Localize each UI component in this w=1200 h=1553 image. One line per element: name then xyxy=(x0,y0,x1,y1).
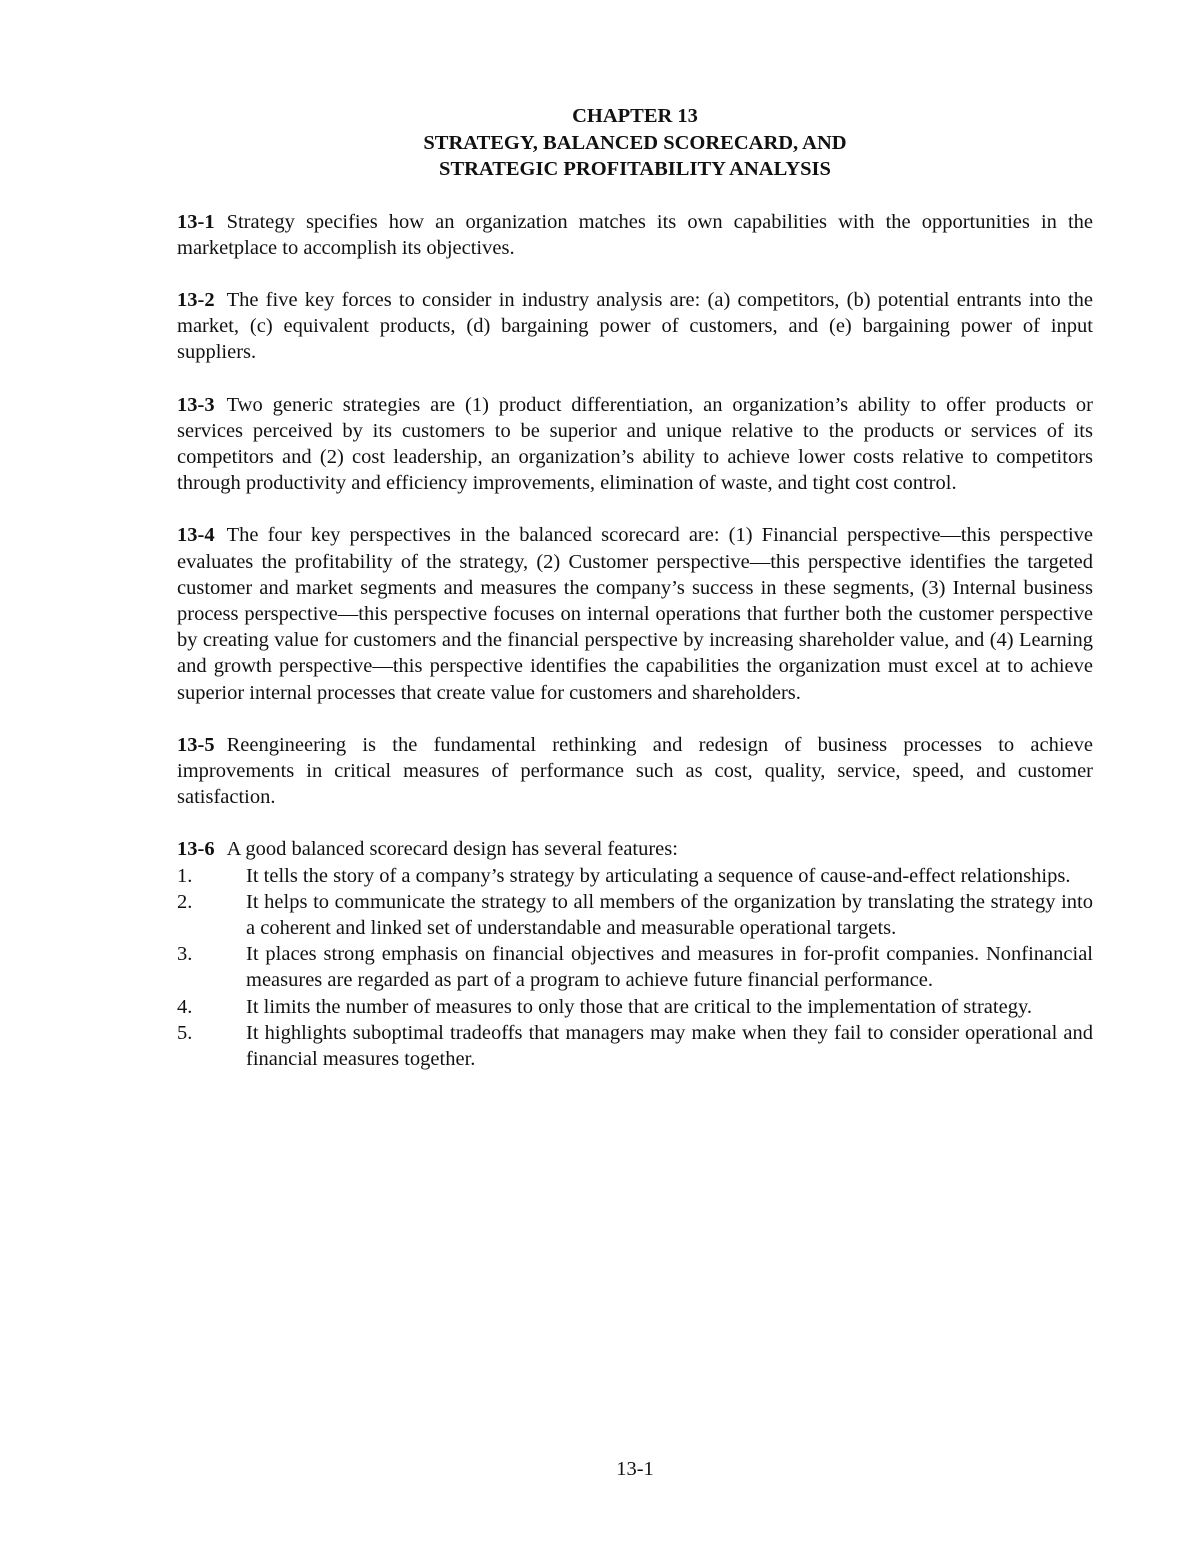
answer-text: Two generic strategies are (1) product differentiation, an organization’s ability to offer products or services perceived by its customers to be superior and unique relative to the products or services of its competitors and (2) cost leadership, an organization’s ability to achieve lower costs relative to competitors through productivity and efficiency improvements, elimination of waste, and tight cost control. xyxy=(177,393,1093,495)
answer-13-6 xyxy=(177,836,1093,862)
list-item xyxy=(177,994,1093,1020)
list-marker: 2. xyxy=(177,890,193,913)
list-marker: 3. xyxy=(177,943,193,966)
chapter-subtitle-line-2: STRATEGIC PROFITABILITY ANALYSIS xyxy=(439,158,831,180)
list-item xyxy=(177,889,1093,941)
answer-text: A good balanced scorecard design has several features: xyxy=(226,838,678,861)
answer-13-1 xyxy=(177,209,1093,261)
list-marker: 4. xyxy=(177,995,193,1018)
answer-13-4 xyxy=(177,522,1093,705)
answer-text: Strategy specifies how an organization matches its own capabilities with the opportunities in the marketplace to accomplish its objectives. xyxy=(177,210,1093,259)
features-list xyxy=(177,863,1093,1073)
list-item-text: It places strong emphasis on financial objectives and measures in for-profit companies. Nonfinancial measures are regarded as part of a program to achieve future financial performance. xyxy=(246,943,1093,992)
page-number: 13-1 xyxy=(616,1458,654,1480)
answer-number: 13-6 xyxy=(177,838,215,861)
chapter-heading xyxy=(177,103,1093,183)
answer-number: 13-4 xyxy=(177,524,215,547)
list-item xyxy=(177,1020,1093,1072)
list-item-text: It helps to communicate the strategy to all members of the organization by translating the strategy into a coherent and linked set of understandable and measurable operational targets. xyxy=(246,890,1093,939)
list-item-text: It tells the story of a company’s strategy by articulating a sequence of cause-and-effect relationships. xyxy=(246,864,1071,887)
list-item-text: It highlights suboptimal tradeoffs that managers may make when they fail to consider operational and financial measures together. xyxy=(246,1021,1093,1070)
list-marker: 1. xyxy=(177,864,193,887)
answer-text: Reengineering is the fundamental rethinking and redesign of business processes to achieve improvements in critical measures of performance such as cost, quality, service, speed, and customer satisfaction. xyxy=(177,733,1093,809)
list-item xyxy=(177,941,1093,993)
list-item xyxy=(177,863,1093,889)
answer-text: The four key perspectives in the balanced scorecard are: (1) Financial perspective—this perspective evaluates the profitability of the strategy, (2) Customer perspective—this perspective identifies the targeted customer and market segments and measures the company’s success in these segments, (3) Internal business process perspective—this perspective focuses on internal operations that further both the customer perspective by creating value for customers and the financial perspective by increasing shareholder value, and (4) Learning and growth perspective—this perspective identifies the capabilities the organization must excel at to achieve superior internal processes that create value for customers and shareholders. xyxy=(177,524,1093,704)
chapter-title: CHAPTER 13 xyxy=(572,105,698,127)
answer-13-5 xyxy=(177,732,1093,811)
document-page xyxy=(177,103,1093,1072)
answer-13-2 xyxy=(177,287,1093,366)
chapter-subtitle-line-1: STRATEGY, BALANCED SCORECARD, AND xyxy=(423,131,847,154)
answer-text: The five key forces to consider in industry analysis are: (a) competitors, (b) potential entrants into the market, (c) equivalent products, (d) bargaining power of customers, and (e) bargaining power of input suppliers. xyxy=(177,288,1093,364)
list-item-text: It limits the number of measures to only those that are critical to the implementation of strategy. xyxy=(246,995,1032,1018)
list-marker: 5. xyxy=(177,1021,193,1044)
answer-number: 13-5 xyxy=(177,733,215,756)
answer-13-3 xyxy=(177,392,1093,497)
answer-number: 13-1 xyxy=(177,210,215,233)
answer-number: 13-3 xyxy=(177,393,215,416)
answer-number: 13-2 xyxy=(177,288,215,311)
